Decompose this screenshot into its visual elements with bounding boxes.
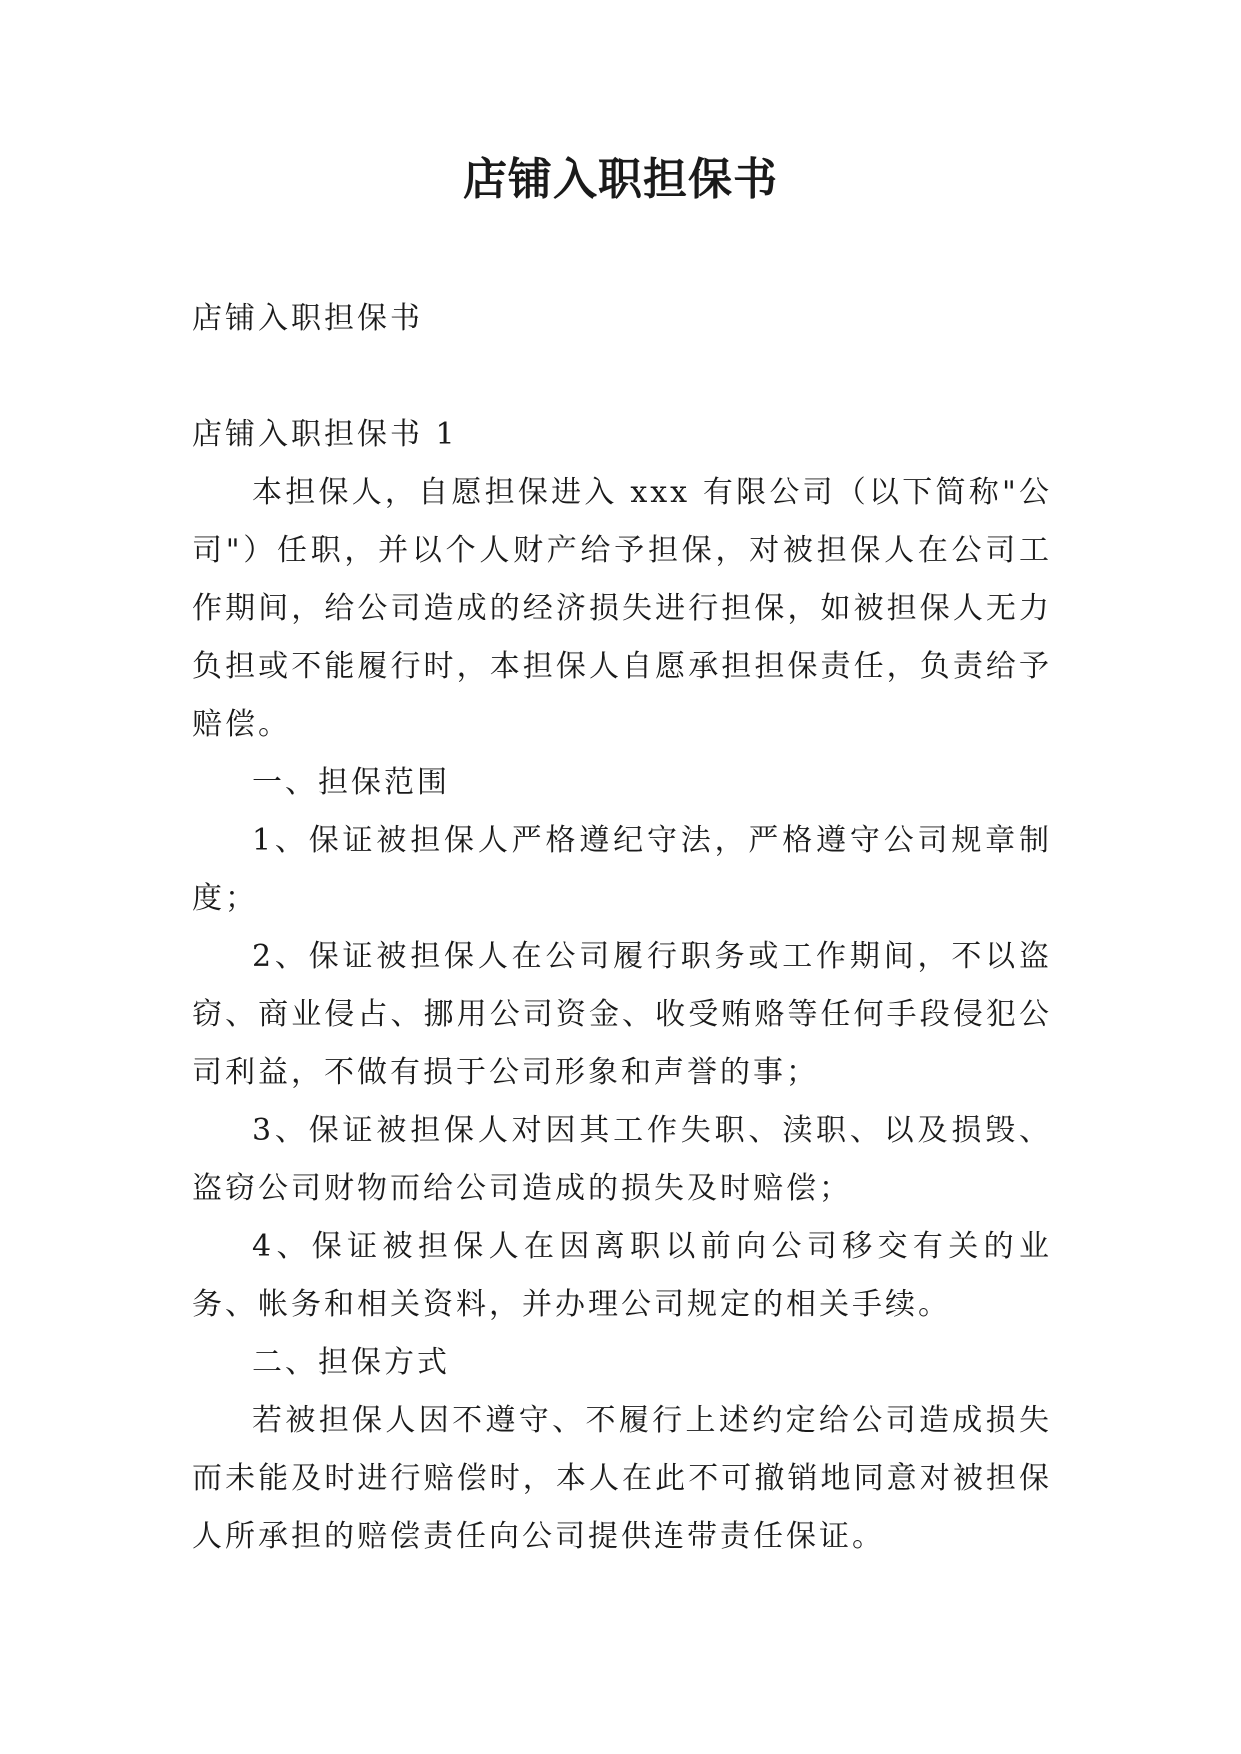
document-body xyxy=(192,290,1052,1566)
clause-2: 2、保证被担保人在公司履行职务或工作期间，不以盗窃、商业侵占、挪用公司资金、收受贿赂等任何手段侵犯公司利益，不做有损于公司形象和声誉的事； xyxy=(192,939,1052,1090)
heading-guarantee-method: 二、担保方式 xyxy=(252,1345,450,1380)
paragraph-guarantee-method: 若被担保人因不遵守、不履行上述约定给公司造成损失而未能及时进行赔偿时，本人在此不可撤销地同意对被担保人所承担的赔偿责任向公司提供连带责任保证。 xyxy=(192,1403,1052,1554)
document-title: 店铺入职担保书 xyxy=(463,154,778,205)
section-heading: 店铺入职担保书 1 xyxy=(192,417,458,452)
clause-4: 4、保证被担保人在因离职以前向公司移交有关的业务、帐务和相关资料，并办理公司规定的相关手续。 xyxy=(192,1229,1052,1322)
heading-guarantee-scope: 一、担保范围 xyxy=(252,765,450,800)
document-subtitle: 店铺入职担保书 xyxy=(192,301,423,336)
clause-3: 3、保证被担保人对因其工作失职、渎职、以及损毁、盗窃公司财物而给公司造成的损失及时赔偿； xyxy=(192,1113,1052,1206)
spacer xyxy=(192,348,1052,406)
paragraph-intro: 本担保人，自愿担保进入 xxx 有限公司（以下简称"公司"）任职，并以个人财产给予担保，对被担保人在公司工作期间，给公司造成的经济损失进行担保，如被担保人无力负担或不能履行时，本担保人自愿承担担保责任，负责给予赔偿。 xyxy=(192,475,1052,742)
clause-1: 1、保证被担保人严格遵纪守法，严格遵守公司规章制度； xyxy=(192,823,1052,916)
